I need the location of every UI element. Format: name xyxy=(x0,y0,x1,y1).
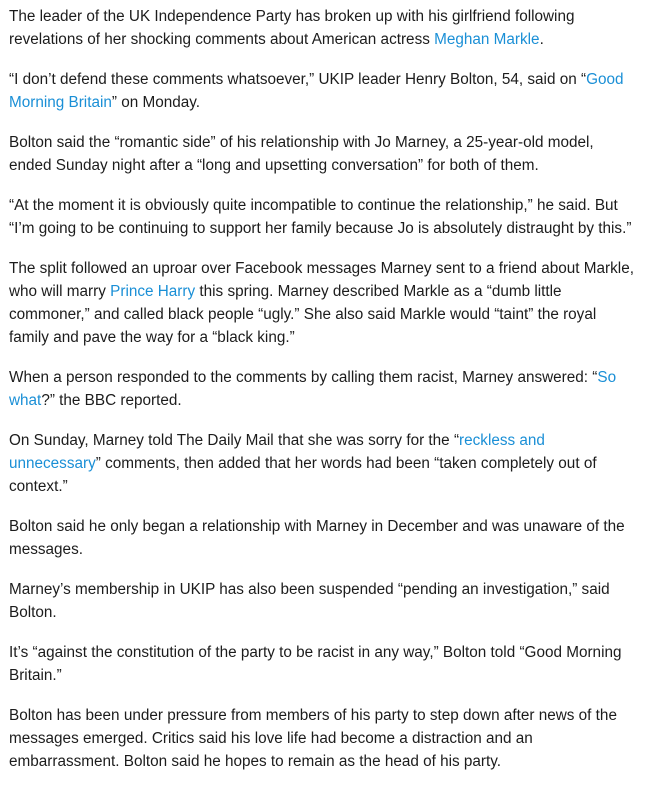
paragraph-text: When a person responded to the comments by calling them racist, Marney answered: “ xyxy=(9,369,598,386)
link-prince-harry[interactable]: Prince Harry xyxy=(110,283,196,300)
paragraph-text: ?” the BBC reported. xyxy=(41,392,182,409)
paragraph-8 xyxy=(9,515,640,561)
paragraph-text: Bolton has been under pressure from members of his party to step down after news of the messages emerged. Critics said his love life had become a distraction and an embarrassment. Bolton said he hopes to remain as the head of his party. xyxy=(9,707,617,770)
link-good-morning-britain[interactable]: Good Morning Britain xyxy=(9,71,624,111)
paragraph-text: this spring. Marney described Markle as a “dumb little commoner,” and called black people “ugly.” She also said Markle would “taint” the royal family and pave the way for a “black king.” xyxy=(9,283,597,346)
paragraph-7 xyxy=(9,429,640,498)
paragraph-text: Bolton said the “romantic side” of his relationship with Jo Marney, a 25-year-old model, ended Sunday night after a “long and upsetting conversation” for both of them. xyxy=(9,134,594,174)
paragraph-text: The leader of the UK Independence Party has broken up with his girlfriend following revelations of her shocking comments about American actress xyxy=(9,8,575,48)
paragraph-4 xyxy=(9,194,640,240)
paragraph-text: Marney’s membership in UKIP has also been suspended “pending an investigation,” said Bolton. xyxy=(9,581,610,621)
paragraph-3 xyxy=(9,131,640,177)
paragraph-11 xyxy=(9,704,640,773)
paragraph-9 xyxy=(9,578,640,624)
paragraph-text: . xyxy=(539,31,544,48)
paragraph-text: “I don’t defend these comments whatsoever,” UKIP leader Henry Bolton, 54, said on “ xyxy=(9,71,587,88)
paragraph-5 xyxy=(9,257,640,349)
paragraph-text: ” comments, then added that her words had been “taken completely out of context.” xyxy=(9,455,597,495)
paragraph-1 xyxy=(9,5,640,51)
link-so-what[interactable]: So what xyxy=(9,369,617,409)
paragraph-text: The split followed an uproar over Facebook messages Marney sent to a friend about Markle, who will marry xyxy=(9,260,634,300)
link-reckless-and-unnecessary[interactable]: reckless and unnecessary xyxy=(9,432,545,472)
paragraph-text: ” on Monday. xyxy=(111,94,201,111)
paragraph-text: “At the moment it is obviously quite incompatible to continue the relationship,” he said. But “I’m going to be continuing to support her family because Jo is absolutely distraught by this.” xyxy=(9,197,632,237)
paragraph-text: Bolton said he only began a relationship with Marney in December and was unaware of the messages. xyxy=(9,518,625,558)
paragraph-2 xyxy=(9,68,640,114)
paragraph-6 xyxy=(9,366,640,412)
paragraph-text: It’s “against the constitution of the party to be racist in any way,” Bolton told “Good Morning Britain.” xyxy=(9,644,622,684)
link-meghan-markle[interactable]: Meghan Markle xyxy=(434,31,540,48)
paragraph-text: On Sunday, Marney told The Daily Mail that she was sorry for the “ xyxy=(9,432,460,449)
paragraph-10 xyxy=(9,641,640,687)
